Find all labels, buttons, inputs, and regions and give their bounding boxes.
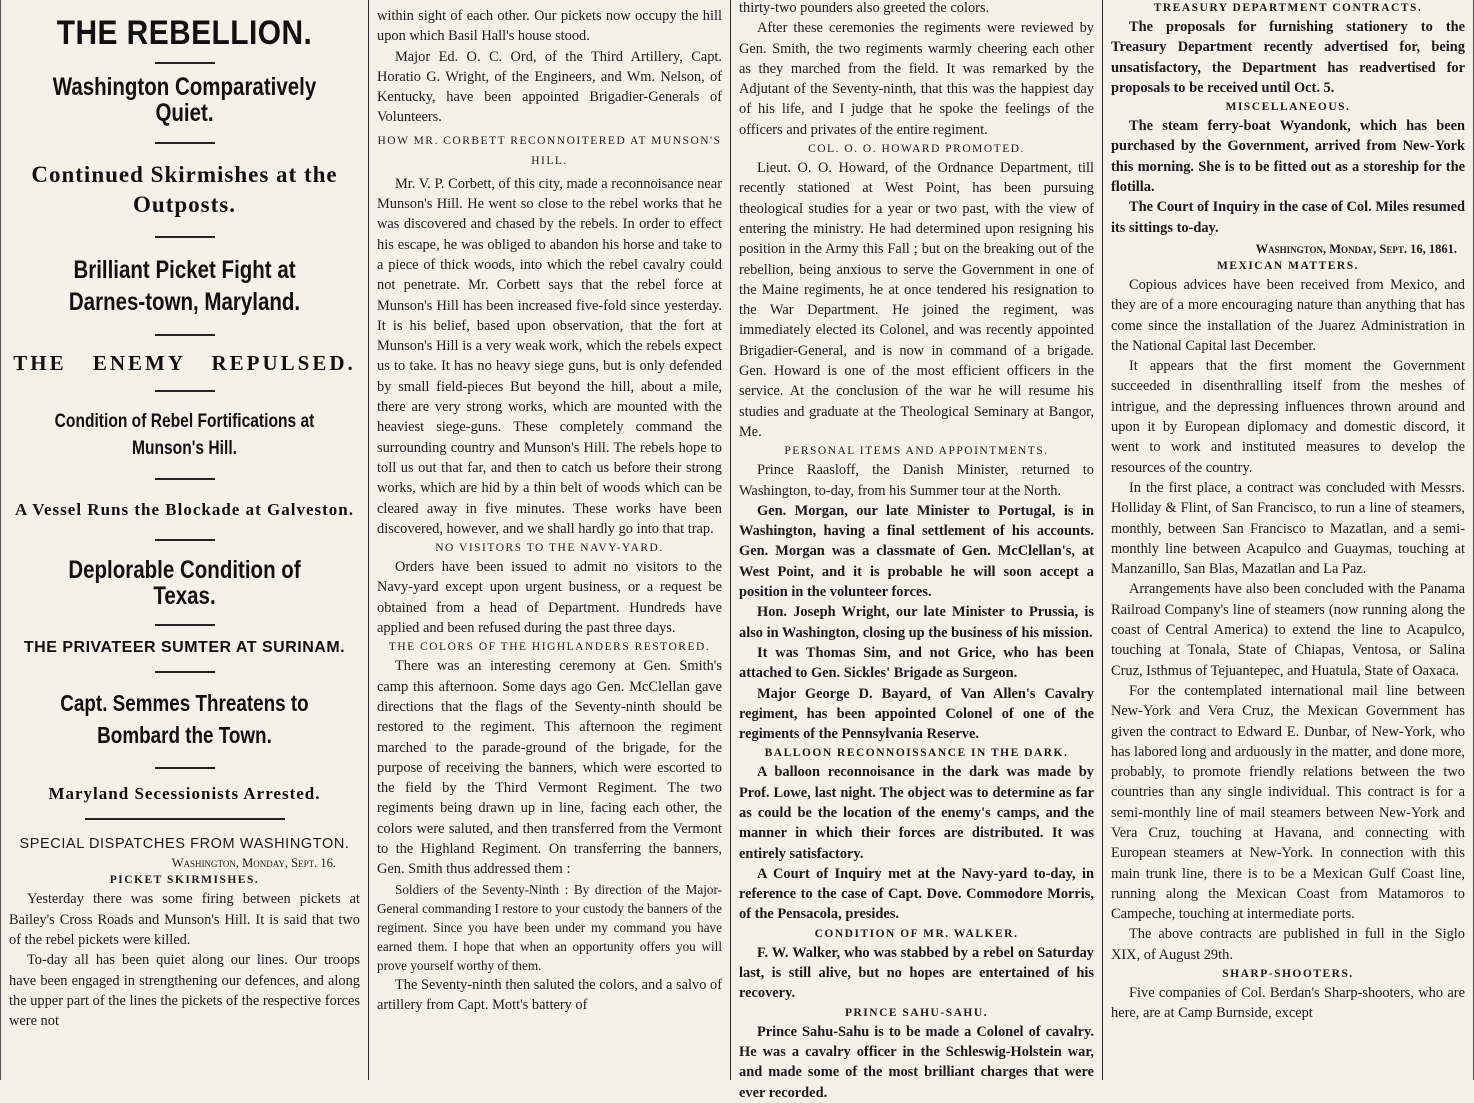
paragraph: The Seventy-ninth then saluted the colors, and a salvo of artillery from Capt. Mott's battery of <box>377 976 722 1013</box>
column-1 <box>0 0 368 1080</box>
paragraph: Orders have been issued to admit no visitors to the Navy-yard except upon urgent business, or a request be obtained from a head of Department. Hundreds have applied and been refused during the past three days. <box>377 559 722 637</box>
divider <box>155 478 215 480</box>
paragraph: It appears that the first moment the Government succeeded in disenthralling itself from the meshes of intrigue, and the depressing influences thrown around and upon it by European diplomacy and domestic discord, it went to work and instituted measures to develop the resources of the country. <box>1111 358 1465 476</box>
headline: Deplorable Condition of Texas. <box>68 556 301 611</box>
paragraph: A balloon reconnoisance in the dark was made by Prof. Lowe, last night. The object was to determine as far as could be the location of the enemy's camps, and the manner in which their forces are distributed. It was entirely satisfactory. <box>739 764 1094 862</box>
divider <box>155 671 215 673</box>
headline: THE ENEMY REPULSED. <box>13 351 356 376</box>
headline: A Vessel Runs the Blockade at Galveston. <box>15 500 354 520</box>
divider <box>155 334 215 336</box>
headline: Washington Comparatively Quiet. <box>52 72 317 127</box>
paragraph: Major Ed. O. C. Ord, of the Third Artillery, Capt. Horatio G. Wright, of the Engineers, and Wm. Nelson, of Kentucky, have been appointed Brigadier-Generals of Volunteers. <box>377 48 722 126</box>
headline: Condition of Rebel Fortifications at Munson's Hill. <box>54 411 315 460</box>
subheading: CONDITION OF MR. WALKER. <box>814 927 1019 940</box>
paragraph: thirty-two pounders also greeted the colors. <box>739 0 990 16</box>
paragraph: For the contemplated international mail line between New-York and Vera Cruz, the Mexican Government has given the contract to Edward E. Dunbar, of New-York, who has labored long and arduously in the matter, and done more, probably, to promote friendly relations between the two countries than any single individual. This contract is for a semi-monthly line of mail steamers between New-York and Vera Cruz, touching at Havana, and connecting with European steamers at New-York. In connection with this main trunk line, there is to be a Mexican Gulf Coast line, running along the Mexican Coast from Matamoros to Campeche, touching at intermediate ports. <box>1111 682 1465 923</box>
subheading: PERSONAL ITEMS AND APPOINTMENTS. <box>784 445 1049 458</box>
subheading: NO VISITORS TO THE NAVY-YARD. <box>435 542 664 555</box>
divider <box>155 62 215 64</box>
paragraph: After these ceremonies the regiments were reviewed by Gen. Smith, the two regiments warmly cheering each other as they marched from the field. It was remarked by the Adjutant of the Seventy-ninth, that this was the happiest day of his life, and I judge that he spoke the feelings of the officers and privates of the entire regiment. <box>739 20 1094 138</box>
subheading: HOW MR. CORBETT RECONNOITERED AT MUNSON'S HILL. <box>377 134 722 167</box>
paragraph: Gen. Morgan, our late Minister to Portugal, is in Washington, having a final settlement of his accounts. Gen. Morgan was a classmate of Gen. McClellan's, at West Point, and it is probable he will soon accept a position in the volunteer forces. <box>739 502 1094 601</box>
subheading: MEXICAN MATTERS. <box>1217 259 1359 272</box>
paragraph: Copious advices have been received from Mexico, and they are of a more encouraging nature than anything that has come since the installation of the Juarez Administration in the National Capital last December. <box>1111 276 1465 354</box>
paragraph: The Court of Inquiry in the case of Col. Miles resumed its sittings to-day. <box>1111 199 1465 236</box>
paragraph: F. W. Walker, who was stabbed by a rebel on Saturday last, is still alive, but no hopes are entertained of his recovery. <box>739 944 1094 1002</box>
paragraph: To-day all has been quiet along our lines. Our troops have been engaged in strengthening our defences, and along the upper part of the lines the pickets of the respective forces were not <box>9 952 360 1030</box>
paragraph: Lieut. O. O. Howard, of the Ordnance Department, till recently stationed at West Point, has been pursuing theological studies for a year or two past, with the view of entering the ministry. He had determined upon resigning his position in the Army this Fall ; but on the breaking out of the rebellion, being anxious to serve the Government in one of the Maine regiments, he at once tendered his resignation to the War Department. He joined the regiment, was immediately elected its Colonel, and was recently appointed Brigadier-General, and is now in command of a brigade. Gen. Howard is one of the most efficient officers in the service. At the conclusion of the war he will resume his studies and graduate at the Theological Seminary at Bangor, Me. <box>739 160 1094 440</box>
subheading: MISCELLANEOUS. <box>1225 101 1351 114</box>
subheading: PICKET SKIRMISHES. <box>109 874 260 887</box>
subheading: PRINCE SAHU-SAHU. <box>844 1006 989 1019</box>
divider <box>155 767 215 769</box>
divider <box>155 142 215 144</box>
column-3 <box>730 0 1102 1101</box>
column-4 <box>1102 0 1474 1080</box>
paragraph: Hon. Joseph Wright, our late Minister to Prussia, is also in Washington, closing up the business of his mission. <box>739 604 1094 641</box>
paragraph: Prince Sahu-Sahu is to be made a Colonel of cavalry. He was a cavalry officer in the Schleswig-Holstein war, and made some of the most brilliant charges that were ever recorded. <box>739 1023 1094 1101</box>
subheading: THE COLORS OF THE HIGHLANDERS RESTORED. <box>388 641 711 654</box>
paragraph: Major George D. Bayard, of Van Allen's Cavalry regiment, has been appointed Colonel of one of the regiments of the Pennsylvania Reserve. <box>739 685 1094 743</box>
headline: Maryland Secessionists Arrested. <box>48 783 321 803</box>
paragraph: Prince Raasloff, the Danish Minister, returned to Washington, to-day, from his Summer tour at the North. <box>739 462 1094 499</box>
dispatch-heading: SPECIAL DISPATCHES FROM WASHINGTON. <box>19 836 350 853</box>
dateline: Washington, Monday, Sept. 16. <box>171 856 336 871</box>
headline: Continued Skirmishes at the Outposts. <box>31 162 338 218</box>
divider <box>155 539 215 541</box>
paragraph: Arrangements have also been concluded with the Panama Railroad Company's line of steamers (now running along the coast of Central America) to extend the line to Acapulco, touching at Tonala, State of Chiapas, Ventosa, or Salina Cruz, Isthmus of Tejuantepec, and Huatula, State of Oaxaca. <box>1111 581 1465 679</box>
paragraph: In the first place, a contract was concluded with Messrs. Holliday & Flint, of San Francisco, to run a line of steamers, monthly, between San Francisco to Mazatlan, and a semi-monthly line between Acapulco and Guaymas, touching at Manzanillo, San Blas, Mazatlan and La Paz. <box>1111 479 1465 578</box>
divider <box>85 818 285 820</box>
subheading: SHARP-SHOOTERS. <box>1222 968 1354 981</box>
paragraph: The proposals for furnishing stationery to the Treasury Department recently advertised for, being unsatisfactory, the Department has readvertised for proposals to be received until Oct. 5. <box>1111 19 1465 96</box>
paragraph: Mr. V. P. Corbett, of this city, made a reconnoisance near Munson's Hill. He went so close to the rebel works that he was discovered and chased by the rebels. In order to effect his escape, he was obliged to abandon his horse and take to a piece of thick woods, into which the rebel cavalry could not penetrate. Mr. Corbett says that the rebel force at Munson's Hill has been increased five-fold since yesterday. It is his belief, based upon observation, that the fort at Munson's Hill is a very weak work, which the rebels expect us to take. It has no heavy siege guns, but is only defended by small field-pieces But beyond the hill, about a mile, there are very strong works, which are mounted with the heaviest siege-guns. These completely command the surrounding country and Munson's Hill. The rebels hope to toll us out that far, and then to catch us before their strong works, which are hid by a thin belt of woods which can be cleared away in five minutes. These works have been discovered, however, and we shall hardly go into that trap. <box>377 175 722 537</box>
main-headline: THE REBELLION. <box>56 14 313 52</box>
paragraph: There was an interesting ceremony at Gen. Smith's camp this afternoon. Some days ago Gen. McClellan gave directions that the flags of the Seventy-ninth should be restored to the regiment. This afternoon the regiment marched to the parade-ground of the brigade, for the purpose of receiving the banners, which were escorted to the field by the Third Vermont Regiment. The two regiments being drawn up in line, facing each other, the colors were saluted, and then transferred from the Vermont to the Highland Regiment. On transferring the banners, Gen. Smith thus addressed them : <box>377 658 722 878</box>
paragraph: Soldiers of the Seventy-Ninth : By direction of the Major-General commanding I restore to your custody the banners of the regiment. Since you have been under my command you have earned them. I hope that when an opportunity offers you will prove yourself worthy of them. <box>377 881 722 973</box>
headline: Brilliant Picket Fight at Darnes-town, Maryland. <box>68 256 301 317</box>
subheading: BALLOON RECONNOISSANCE IN THE DARK. <box>764 747 1069 760</box>
divider <box>155 624 215 626</box>
headline: Capt. Semmes Threatens to Bombard the Town. <box>60 689 309 748</box>
column-2 <box>368 0 730 1080</box>
divider <box>155 236 215 238</box>
paragraph: A Court of Inquiry met at the Navy-yard to-day, in reference to the case of Capt. Dove. Commodore Morris, of the Pensacola, presides. <box>739 865 1094 923</box>
subheading: COL. O. O. HOWARD PROMOTED. <box>808 143 1025 156</box>
subheading: TREASURY DEPARTMENT CONTRACTS. <box>1153 2 1423 14</box>
divider <box>155 390 215 392</box>
paragraph: It was Thomas Sim, and not Grice, who has been attached to Gen. Sickles' Brigade as Surgeon. <box>739 644 1094 682</box>
paragraph: Yesterday there was some firing between pickets at Bailey's Cross Roads and Munson's Hill. It is said that two of the rebel pickets were killed. <box>9 891 360 948</box>
headline: THE PRIVATEER SUMTER AT SURINAM. <box>23 638 346 656</box>
paragraph: The steam ferry-boat Wyandonk, which has been purchased by the Government, arrived from New-York this morning. She is to be fitted out as a storeship for the flotilla. <box>1111 118 1465 196</box>
paragraph: Five companies of Col. Berdan's Sharp-shooters, who are here, are at Camp Burnside, except <box>1111 985 1465 1022</box>
dateline: Washington, Monday, Sept. 16, 1861. <box>1255 241 1457 256</box>
paragraph: The above contracts are published in full in the Siglo XIX, of August 29th. <box>1111 926 1465 963</box>
paragraph: within sight of each other. Our pickets now occupy the hill upon which Basil Hall's house stood. <box>377 8 722 45</box>
